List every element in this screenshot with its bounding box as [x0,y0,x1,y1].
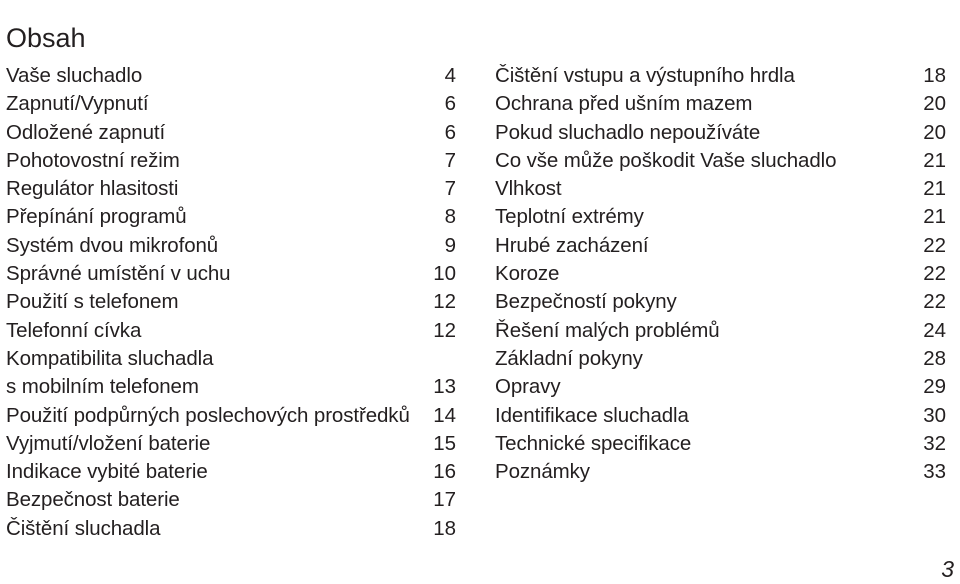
toc-entry [495,260,946,288]
toc-entry-label: Ochrana před ušním mazem [495,92,753,116]
toc-entry-page: 15 [433,431,456,455]
toc-entry-page: 24 [923,318,946,342]
toc-entry-page: 22 [923,233,946,257]
toc-entry-label: Odložené zapnutí [6,120,166,144]
toc-right-column [495,62,946,486]
toc-entry-label: Identifikace sluchadla [495,403,689,427]
toc-entry-page: 7 [444,177,456,201]
toc-entry [6,147,456,175]
toc-entry [495,62,946,90]
toc-entry-page: 29 [923,375,946,399]
toc-entry [6,515,456,543]
toc-entry [495,147,946,175]
toc-entry-page: 22 [923,290,946,314]
toc-entry [6,402,456,430]
toc-entry-page: 17 [433,488,456,512]
toc-entry [6,458,456,486]
toc-entry-page: 18 [923,64,946,87]
toc-entry-page: 14 [433,403,456,427]
toc-entry-label: Čištění sluchadla [6,516,161,540]
page-title: Obsah [6,23,86,54]
toc-entry [6,260,456,288]
toc-entry-label: Čištění vstupu a výstupního hrdla [495,64,795,87]
toc-entry [6,288,456,316]
toc-entry-page: 12 [433,290,456,314]
toc-entry-label: Hrubé zacházení [495,233,649,257]
toc-entry-page: 18 [433,516,456,540]
toc-entry [6,90,456,118]
toc-entry [6,317,456,345]
toc-entry-label: Zapnutí/Vypnutí [6,92,149,116]
toc-entry [6,345,456,373]
toc-entry-page: 13 [433,375,456,399]
toc-entry [6,232,456,260]
toc-entry-label: Základní pokyny [495,346,643,370]
toc-entry-page: 21 [923,205,946,229]
page-number: 3 [941,556,954,582]
toc-entry-page: 22 [923,262,946,286]
toc-entry-label: Pokud sluchadlo nepoužíváte [495,120,761,144]
toc-entry-page: 10 [433,262,456,286]
toc-entry-label: Vaše sluchadlo [6,64,143,87]
toc-entry [6,430,456,458]
toc-entry-label: Systém dvou mikrofonů [6,233,219,257]
toc-entry-label: Bezpečnost baterie [6,488,180,512]
toc-entry-page: 4 [444,64,456,87]
toc-entry [6,373,456,401]
toc-entry [6,203,456,231]
toc-entry-page: 21 [923,148,946,172]
toc-entry-label: Teplotní extrémy [495,205,644,229]
toc-entry-label: Použití podpůrných poslechových prostředků [6,403,410,427]
toc-entry [495,430,946,458]
toc-entry-label: Použití s telefonem [6,290,179,314]
toc-entry-label: Regulátor hlasitosti [6,177,179,201]
toc-entry-page: 8 [444,205,456,229]
toc-entry-label: Správné umístění v uchu [6,262,231,286]
toc-entry-label: Opravy [495,375,561,399]
toc-entry [495,90,946,118]
toc-entry-page: 32 [923,431,946,455]
toc-entry [495,458,946,486]
toc-entry-page: 12 [433,318,456,342]
toc-entry-label: Indikace vybité baterie [6,460,208,484]
toc-entry-page: 9 [444,233,456,257]
toc-entry [6,175,456,203]
toc-entry-label: Vlhkost [495,177,562,201]
toc-entry [495,119,946,147]
toc-entry [495,317,946,345]
toc-entry [495,373,946,401]
toc-entry [495,232,946,260]
toc-entry-label: Bezpečností pokyny [495,290,677,314]
toc-entry-label: Pohotovostní režim [6,148,180,172]
toc-entry [495,175,946,203]
toc-entry-page: 16 [433,460,456,484]
toc-entry [6,119,456,147]
toc-entry-label: Technické specifikace [495,431,692,455]
toc-entry [6,486,456,514]
toc-entry-page: 7 [444,148,456,172]
toc-left-column [6,62,456,543]
toc-entry-label: Řešení malých problémů [495,318,720,342]
toc-entry-page: 6 [444,120,456,144]
toc-entry-page: 28 [923,346,946,370]
toc-entry [495,345,946,373]
toc-entry-page: 20 [923,120,946,144]
toc-entry-label: Kompatibilita sluchadla [6,346,214,370]
toc-entry [495,288,946,316]
toc-entry [495,203,946,231]
toc-entry [6,62,456,90]
toc-entry-page: 33 [923,460,946,484]
toc-entry-label: Co vše může poškodit Vaše sluchadlo [495,148,837,172]
toc-entry-label: Telefonní cívka [6,318,142,342]
toc-entry-label: Poznámky [495,460,590,484]
toc-entry-page: 6 [444,92,456,116]
toc-entry [495,402,946,430]
toc-entry-page: 30 [923,403,946,427]
toc-entry-label: Vyjmutí/vložení baterie [6,431,211,455]
toc-entry-page: 21 [923,177,946,201]
toc-entry-label: s mobilním telefonem [6,375,199,399]
toc-entry-page: 20 [923,92,946,116]
toc-entry-label: Přepínání programů [6,205,187,229]
toc-entry-label: Koroze [495,262,560,286]
